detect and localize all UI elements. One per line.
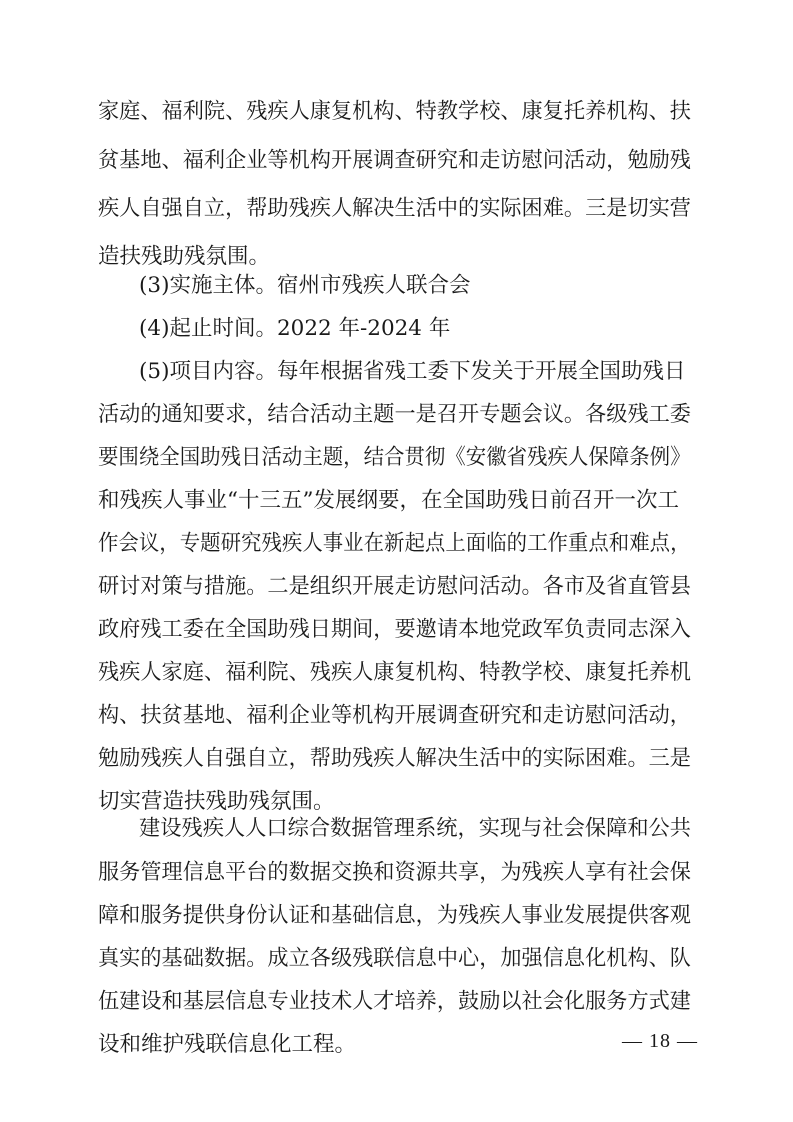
text-line: 勉励残疾人自强自立，帮助残疾人解决生活中的实际困难。三是 — [98, 746, 691, 771]
text-line: 作会议，专题研究残疾人事业在新起点上面临的工作重点和难点， — [98, 531, 691, 556]
text-line: 政府残工委在全国助残日期间，要邀请本地党政军负责同志深入 — [98, 617, 691, 642]
text-line: 残疾人家庭、福利院、残疾人康复机构、特教学校、康复托养机 — [98, 660, 691, 685]
text-line: 造扶残助残氛围。 — [98, 244, 271, 269]
text-line: 要围绕全国助残日活动主题，结合贯彻《安徽省残疾人保障条例》 — [98, 445, 691, 470]
text-line: 设和维护残联信息化工程。 — [98, 1032, 357, 1057]
text-line: 贫基地、福利企业等机构开展调查研究和走访慰问活动，勉励残 — [98, 148, 691, 173]
text-line: 障和服务提供身份认证和基础信息，为残疾人事业发展提供客观 — [98, 903, 691, 928]
text-line: 和残疾人事业“十三五”发展纲要，在全国助残日前召开一次工 — [98, 488, 679, 513]
text-line: (4)起止时间。2022 年-2024 年 — [139, 316, 451, 341]
text-line: 疾人自强自立，帮助残疾人解决生活中的实际困难。三是切实营 — [98, 196, 691, 221]
text-line: 家庭、福利院、残疾人康复机构、特教学校、康复托养机构、扶 — [98, 99, 691, 124]
text-line: (3)实施主体。宿州市残疾人联合会 — [139, 273, 471, 298]
text-line: 活动的通知要求，结合活动主题一是召开专题会议。各级残工委 — [98, 402, 691, 427]
text-line: 切实营造扶残助残氛围。 — [98, 789, 335, 814]
text-line: (5)项目内容。每年根据省残工委下发关于开展全国助残日 — [139, 359, 686, 384]
text-line: 构、扶贫基地、福利企业等机构开展调查研究和走访慰问活动， — [98, 703, 691, 728]
text-line: 真实的基础数据。成立各级残联信息中心，加强信息化机构、队 — [98, 946, 691, 971]
text-line: 建设残疾人人口综合数据管理系统，实现与社会保障和公共 — [139, 816, 692, 841]
page-number: — 18 — — [622, 1030, 698, 1052]
text-line: 服务管理信息平台的数据交换和资源共享，为残疾人享有社会保 — [98, 860, 691, 885]
text-line: 研讨对策与措施。二是组织开展走访慰问活动。各市及省直管县 — [98, 574, 691, 599]
text-line: 伍建设和基层信息专业技术人才培养，鼓励以社会化服务方式建 — [98, 989, 691, 1014]
